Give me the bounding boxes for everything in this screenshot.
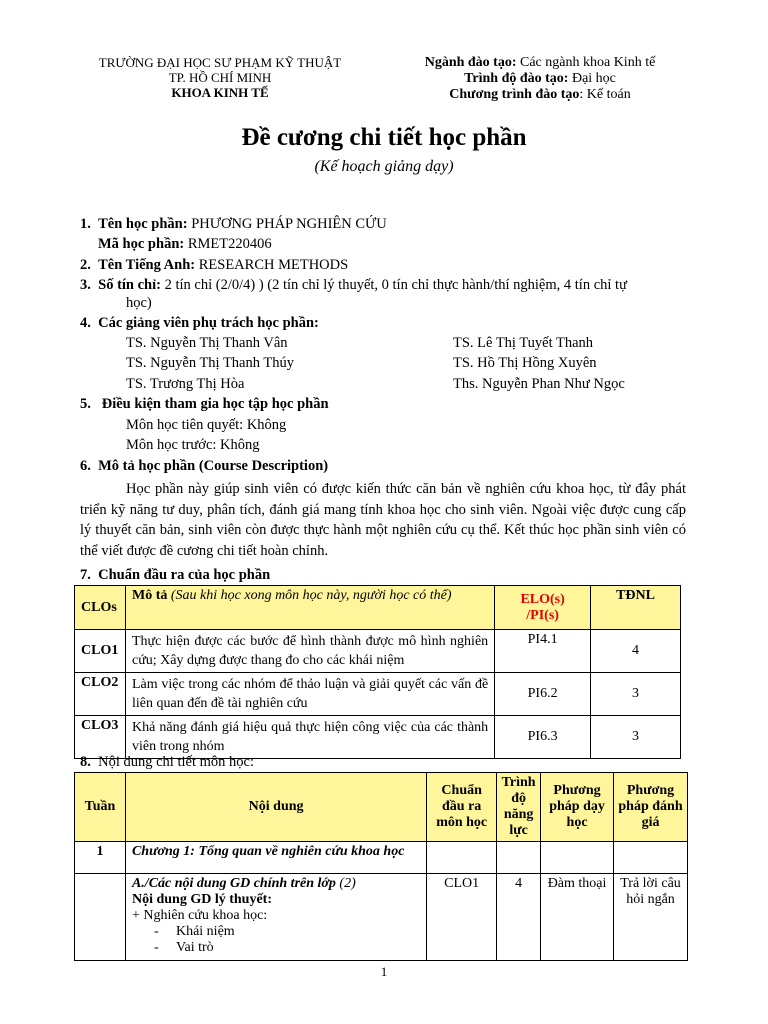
lecturer: TS. Hồ Thị Hồng Xuyên — [453, 355, 597, 371]
major-line — [380, 55, 700, 71]
level-line — [380, 71, 700, 87]
clo-description: Làm việc trong các nhóm để thảo luận và giải quyết các vấn đề liên quan đến đề tài nghiên cứu — [125, 673, 494, 716]
section-3 — [80, 276, 627, 294]
table-row — [75, 673, 681, 716]
previous-course: Môn học trước: Không — [126, 437, 260, 453]
major-label: Ngành đào tạo: — [424, 55, 517, 70]
learning-outcomes-table — [74, 585, 681, 759]
section-8-label: Nội dung chi tiết môn học: — [98, 754, 254, 770]
week-number: 1 — [75, 842, 126, 874]
empty-cell — [497, 842, 541, 874]
section-3-label: Số tín chỉ: — [98, 277, 161, 293]
major-value: Các ngành khoa Kinh tế — [516, 55, 656, 70]
header-elo-line1: ELO(s) — [520, 591, 565, 607]
header-week: Tuần — [75, 773, 126, 842]
table-row — [75, 874, 688, 961]
section-2 — [80, 256, 348, 274]
outcome-cell: CLO1 — [427, 874, 497, 961]
program-value: : Kế toán — [579, 87, 631, 102]
clo-description: Khả năng đánh giá hiệu quả thực hiện công việc của các thành viên trong nhóm — [125, 716, 494, 759]
section-4-number: 4. — [80, 315, 91, 331]
english-name: RESEARCH METHODS — [195, 257, 349, 273]
dash-bullet: - — [153, 940, 159, 955]
part-a-hours: (2) — [335, 876, 356, 891]
course-code-label: Mã học phần: — [98, 236, 185, 252]
section-8-number: 8. — [80, 754, 91, 770]
part-a-title: A./Các nội dung GD chính trên lớp — [131, 876, 336, 891]
section-7-label: Chuẩn đầu ra của học phần — [98, 567, 271, 583]
theory-label: Nội dung GD lý thuyết: — [131, 892, 272, 907]
section-8 — [80, 753, 254, 771]
empty-cell — [614, 842, 688, 874]
section-1-number: 1. — [80, 216, 91, 232]
program-header — [380, 55, 700, 103]
clo-pi: PI6.3 — [495, 716, 591, 759]
lecturer: TS. Trương Thị Hòa — [126, 376, 245, 392]
dash-bullet: - — [153, 924, 159, 939]
clo-level: 3 — [591, 716, 681, 759]
clo-id: CLO3 — [75, 716, 126, 759]
content-item: + Nghiên cứu khoa học: — [131, 908, 268, 923]
empty-cell — [427, 842, 497, 874]
part-a-line — [132, 876, 420, 892]
section-6-label: Mô tả học phần (Course Description) — [98, 458, 329, 474]
course-code: RMET220406 — [184, 236, 272, 252]
content-subitem — [132, 940, 420, 956]
header-assessment-method: Phương pháp đánh giá — [614, 773, 688, 842]
table-header-row — [75, 773, 688, 842]
lecturer: TS. Lê Thị Tuyết Thanh — [453, 335, 594, 351]
assessment-cell: Trả lời câu hỏi ngắn — [614, 874, 688, 961]
header-elo — [495, 586, 591, 630]
section-4-label: Các giảng viên phụ trách học phần: — [98, 315, 319, 331]
credits-value: 2 tín chỉ (2/0/4) ) (2 tín chỉ lý thuyết, 0 tín chỉ thực hành/thí nghiệm, 4 tín chỉ tự — [160, 277, 627, 293]
page-number: 1 — [380, 964, 388, 979]
course-code-line — [98, 235, 272, 253]
course-name: PHƯƠNG PHÁP NGHIÊN CỨU — [187, 216, 387, 232]
content-cell — [125, 874, 426, 961]
header-tdnl: TĐNL — [591, 586, 681, 630]
clo-id: CLO1 — [75, 630, 126, 673]
header-description-note: (Sau khi học xong môn học này, người học có thể) — [167, 588, 452, 603]
header-elo-line2: /PI(s) — [526, 607, 559, 623]
section-2-label: Tên Tiếng Anh: — [98, 257, 196, 273]
header-level: Trình độ năng lực — [497, 773, 541, 842]
subitem-text: Khái niệm — [175, 924, 235, 939]
section-6 — [80, 457, 328, 475]
level-label: Trình độ đào tạo: — [464, 71, 569, 86]
prerequisite: Môn học tiên quyết: Không — [126, 417, 287, 433]
clo-level: 3 — [591, 673, 681, 716]
table-header-row — [75, 586, 681, 630]
document-title: Đề cương chi tiết học phần — [241, 124, 527, 151]
header-description — [125, 586, 494, 630]
course-content-table — [74, 772, 688, 961]
clo-pi: PI4.1 — [495, 630, 591, 673]
document-subtitle: (Kế hoạch giảng dạy) — [314, 158, 454, 175]
lecturer: TS. Nguyễn Thị Thanh Vân — [126, 335, 288, 351]
clo-description: Thực hiện được các bước để hình thành được mô hình nghiên cứu; Xây dựng được thang đo cho các khái niệm — [125, 630, 494, 673]
section-3-number: 3. — [80, 277, 91, 293]
chapter-title: Chương 1: Tổng quan về nghiên cứu khoa học — [125, 842, 426, 874]
table-row — [75, 630, 681, 673]
section-5-number: 5. — [80, 396, 91, 412]
lecturer: Ths. Nguyễn Phan Như Ngọc — [453, 376, 625, 392]
section-6-number: 6. — [80, 458, 91, 474]
lecturer: TS. Nguyễn Thị Thanh Thúy — [126, 355, 294, 371]
header-teaching-method: Phương pháp dạy học — [541, 773, 614, 842]
clo-id: CLO2 — [75, 673, 126, 716]
section-5 — [80, 395, 329, 413]
section-1 — [80, 215, 387, 233]
empty-cell — [541, 842, 614, 874]
faculty-name: KHOA KINH TẾ — [171, 85, 269, 100]
program-label: Chương trình đào tạo — [449, 87, 580, 102]
header-description-label: Mô tả — [131, 588, 168, 603]
header-content: Nội dung — [125, 773, 426, 842]
section-4 — [80, 314, 319, 332]
section-5-label: Điều kiện tham gia học tập học phần — [101, 396, 329, 412]
teaching-cell: Đàm thoại — [541, 874, 614, 961]
header-outcome: Chuẩn đầu ra môn học — [427, 773, 497, 842]
section-2-number: 2. — [80, 257, 91, 273]
section-1-label: Tên học phần: — [98, 216, 188, 232]
content-subitem — [132, 924, 420, 940]
credits-value-cont: học) — [126, 295, 152, 311]
program-line — [380, 87, 700, 103]
section-7 — [80, 566, 270, 584]
table-row — [75, 842, 688, 874]
school-name-line2: TP. HỒ CHÍ MINH — [168, 70, 272, 85]
level-value: Đại học — [568, 71, 616, 86]
course-description: Học phần này giúp sinh viên có được kiến thức căn bản về nghiên cứu khoa học, từ đây phát triển kỹ năng tư duy, phân tích, đánh giá mang tính khoa học cho sinh viên. Ngoài việc được cung cấp lý thuyết căn bản, sinh viên còn được thực hành một nghiên cứu cụ thể. Kết thúc học phần sinh viên có thể viết được đề cương chi tiết hoàn chỉnh. — [80, 481, 686, 559]
school-name-line1: TRƯỜNG ĐẠI HỌC SƯ PHẠM KỸ THUẬT — [98, 55, 342, 70]
empty-cell — [75, 874, 126, 961]
school-header — [70, 55, 370, 100]
level-cell: 4 — [497, 874, 541, 961]
section-7-number: 7. — [80, 567, 91, 583]
clo-pi: PI6.2 — [495, 673, 591, 716]
header-clos: CLOs — [75, 586, 126, 630]
clo-level: 4 — [591, 630, 681, 673]
subitem-text: Vai trò — [175, 940, 214, 955]
